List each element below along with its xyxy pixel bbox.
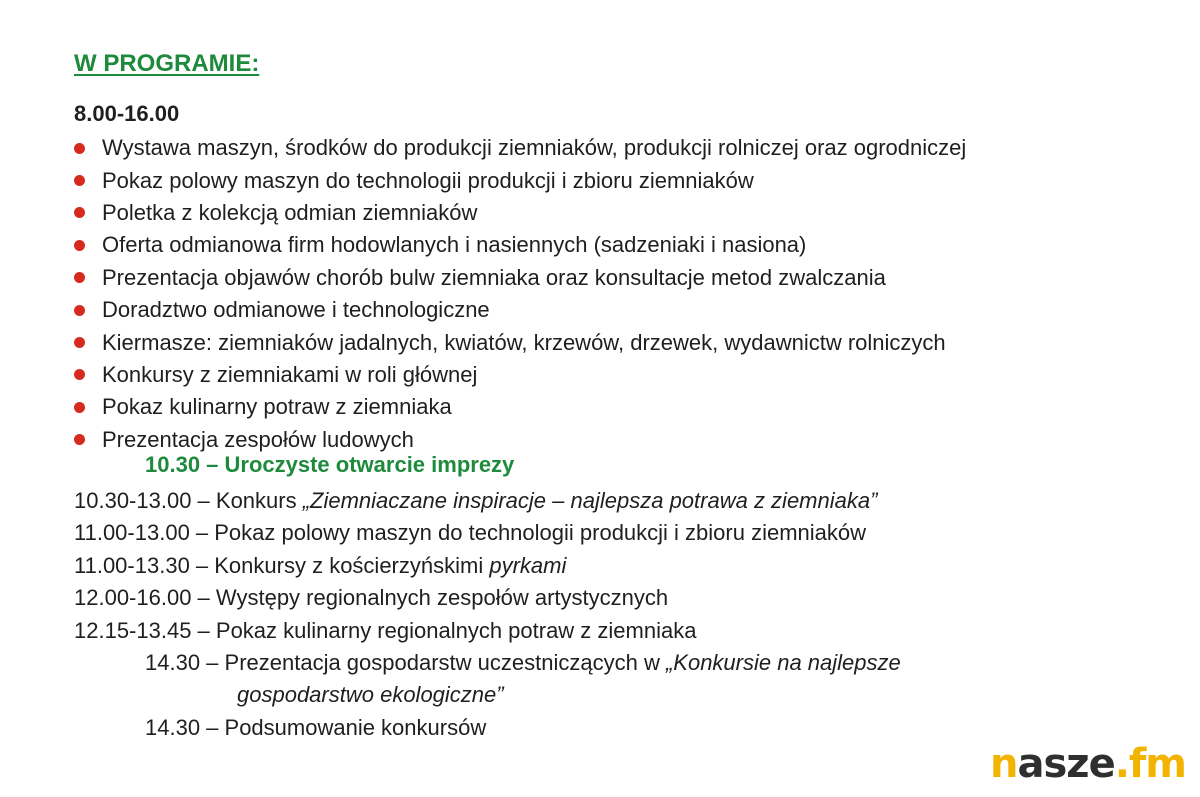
bullet-dot-icon bbox=[74, 207, 85, 218]
bullet-dot-icon bbox=[74, 240, 85, 251]
list-item: Prezentacja objawów chorób bulw ziemniaka oraz konsultacje metod zwalczania bbox=[74, 262, 966, 294]
schedule-item: 12.00-16.00 – Występy regionalnych zespołów artystycznych bbox=[74, 585, 669, 611]
bullet-dot-icon bbox=[74, 305, 85, 316]
bullet-dot-icon bbox=[74, 369, 85, 380]
list-item: Konkursy z ziemniakami w roli głównej bbox=[74, 359, 966, 391]
time-range: 8.00-16.00 bbox=[74, 101, 180, 126]
opening-ceremony: 10.30 – Uroczyste otwarcie imprezy bbox=[145, 452, 515, 477]
list-item: Pokaz polowy maszyn do technologii produkcji i zbioru ziemniaków bbox=[74, 164, 966, 196]
bullet-dot-icon bbox=[74, 434, 85, 445]
list-item: Wystawa maszyn, środków do produkcji ziemniaków, produkcji rolniczej oraz ogrodniczej bbox=[74, 132, 966, 164]
list-item: Prezentacja zespołów ludowych bbox=[74, 424, 966, 456]
schedule-list bbox=[74, 485, 877, 647]
afternoon-list bbox=[145, 647, 901, 744]
bullet-dot-icon bbox=[74, 402, 85, 413]
schedule-item: 14.30 – Prezentacja gospodarstw uczestniczących w „Konkursie na najlepsze gospodarstwo ekologiczne” bbox=[145, 650, 901, 708]
list-item: Poletka z kolekcją odmian ziemniaków bbox=[74, 197, 966, 229]
schedule-item: 12.15-13.45 – Pokaz kulinarny regionalnych potraw z ziemniaka bbox=[74, 617, 697, 643]
nasze-fm-logo: nasze.fm bbox=[990, 741, 1186, 787]
schedule-item: 10.30-13.00 – Konkurs „Ziemniaczane inspiracje – najlepsza potrawa z ziemniaka” bbox=[74, 488, 878, 513]
list-item: Kiermasze: ziemniaków jadalnych, kwiatów, krzewów, drzewek, wydawnictw rolniczych bbox=[74, 326, 966, 358]
schedule-item: 14.30 – Podsumowanie konkursów bbox=[145, 714, 487, 740]
list-item: Oferta odmianowa firm hodowlanych i nasiennych (sadzeniaki i nasiona) bbox=[74, 229, 966, 261]
bullet-dot-icon bbox=[74, 175, 85, 186]
program-heading: W PROGRAMIE: bbox=[74, 50, 260, 77]
schedule-item: 11.00-13.00 – Pokaz polowy maszyn do technologii produkcji i zbioru ziemniaków bbox=[74, 520, 867, 546]
bullet-dot-icon bbox=[74, 272, 85, 283]
bullet-dot-icon bbox=[74, 143, 85, 154]
list-item: Pokaz kulinarny potraw z ziemniaka bbox=[74, 391, 966, 423]
schedule-item: 11.00-13.30 – Konkursy z kościerzyńskimi pyrkami bbox=[74, 552, 567, 578]
bullet-list bbox=[74, 132, 966, 456]
bullet-dot-icon bbox=[74, 337, 85, 348]
list-item: Doradztwo odmianowe i technologiczne bbox=[74, 294, 966, 326]
